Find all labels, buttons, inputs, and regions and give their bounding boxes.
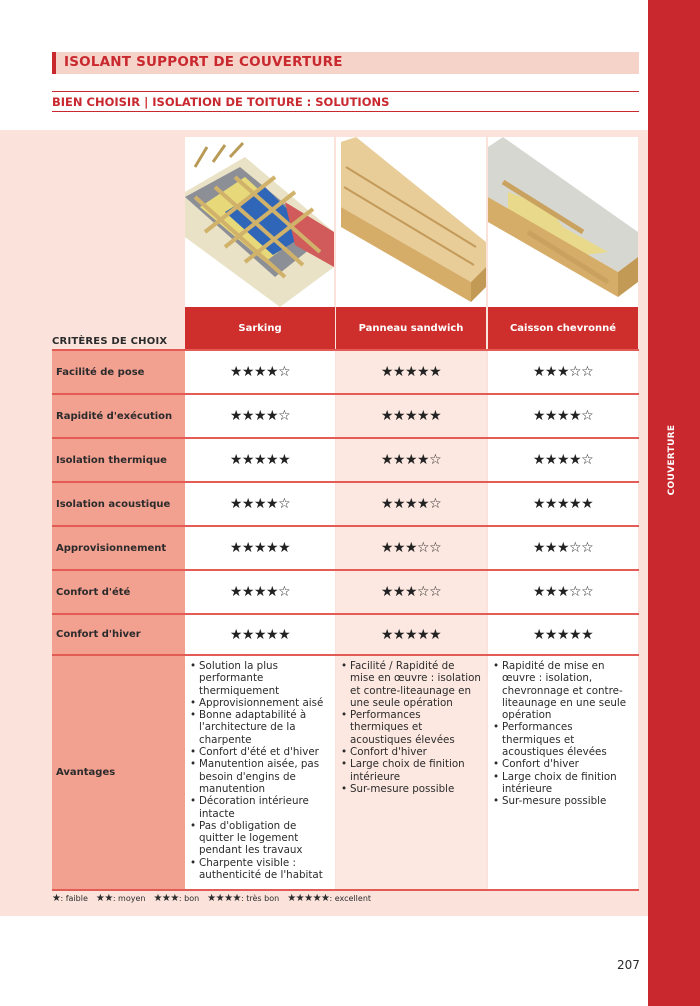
list-item: • Confort d'hiver — [493, 758, 634, 770]
list-item: • Large choix de finition intérieure — [493, 771, 634, 796]
row-label-rapidite-execution: Rapidité d'exécution — [52, 395, 185, 437]
rating-cell: ★★★★☆ — [185, 483, 335, 525]
rating-cell: ★★★★☆ — [185, 395, 335, 437]
advantages-list — [488, 656, 638, 808]
list-item: • Approvisionnement aisé — [190, 697, 331, 709]
list-item: • Solution la plus performante thermiquement — [190, 660, 331, 697]
rating-cell: ★★★★☆ — [488, 439, 638, 481]
row-label-approvisionnement: Approvisionnement — [52, 527, 185, 569]
panneau-sandwich-image — [336, 137, 486, 307]
list-item: • Performances thermiques et acoustiques élevées — [493, 721, 634, 758]
rating-cell: ★★★★★ — [185, 527, 335, 569]
advantages-cell-caisson-chevronne — [488, 656, 638, 889]
rating-cell: ★★★☆☆ — [488, 571, 638, 613]
list-item: • Confort d'été et d'hiver — [190, 746, 331, 758]
subtitle-rule-top — [52, 91, 639, 92]
row-label-isolation-acoustique: Isolation acoustique — [52, 483, 185, 525]
legend-item: ★★★★★: excellent — [287, 893, 372, 904]
list-item: • Bonne adaptabilité à l'architecture de la charpente — [190, 709, 331, 746]
rating-cell: ★★★★☆ — [336, 483, 486, 525]
list-item: • Rapidité de mise en œuvre : isolation, chevronnage et contre-liteaunage en une seule opération — [493, 660, 634, 721]
advantages-list — [185, 656, 335, 881]
legend-item: ★: faible — [52, 893, 88, 904]
rating-cell: ★★★★★ — [336, 615, 486, 654]
subtitle-rule-bottom — [52, 111, 639, 112]
rating-cell: ★★★☆☆ — [336, 571, 486, 613]
row-separator — [52, 889, 639, 891]
rating-cell: ★★★☆☆ — [488, 527, 638, 569]
list-item: • Performances thermiques et acoustiques élevées — [341, 709, 482, 746]
legend-item: ★★★: bon — [153, 893, 200, 904]
list-item: • Manutention aisée, pas besoin d'engins de manutention — [190, 758, 331, 795]
rating-legend — [52, 893, 371, 904]
rating-cell: ★★★★☆ — [336, 439, 486, 481]
column-header-caisson-chevronne: Caisson chevronné — [488, 307, 638, 349]
list-item: • Facilité / Rapidité de mise en œuvre : isolation et contre-liteaunage en une seule opération — [341, 660, 482, 709]
rating-cell: ★★★★★ — [336, 351, 486, 393]
list-item: • Pas d'obligation de quitter le logement pendant les travaux — [190, 820, 331, 857]
legend-item: ★★: moyen — [95, 893, 146, 904]
section-side-tab — [648, 0, 700, 1006]
rating-cell: ★★★★☆ — [185, 351, 335, 393]
page-number: 207 — [617, 958, 640, 972]
row-label-confort-ete: Confort d'été — [52, 571, 185, 613]
list-item: • Sur-mesure possible — [341, 783, 482, 795]
list-item: • Charpente visible : authenticité de l'habitat — [190, 857, 331, 882]
title-bar — [52, 52, 639, 74]
list-item: • Confort d'hiver — [341, 746, 482, 758]
list-item: • Décoration intérieure intacte — [190, 795, 331, 820]
row-label-isolation-thermique: Isolation thermique — [52, 439, 185, 481]
criteria-label: CRITÈRES DE CHOIX — [52, 336, 168, 347]
row-label-confort-hiver: Confort d'hiver — [52, 615, 185, 654]
list-item: • Large choix de finition intérieure — [341, 758, 482, 783]
column-header-sarking: Sarking — [185, 307, 335, 349]
rating-cell: ★★★★★ — [185, 439, 335, 481]
advantages-cell-sarking — [185, 656, 335, 889]
row-label-facilite-de-pose: Facilité de pose — [52, 351, 185, 393]
sarking-image — [185, 137, 334, 307]
rating-cell: ★★★☆☆ — [488, 351, 638, 393]
rating-cell: ★★★★☆ — [185, 571, 335, 613]
caisson-chevronne-image — [488, 137, 638, 307]
list-item: • Sur-mesure possible — [493, 795, 634, 807]
column-header-panneau-sandwich: Panneau sandwich — [336, 307, 486, 349]
advantages-cell-panneau-sandwich — [336, 656, 486, 889]
rating-cell: ★★★★☆ — [488, 395, 638, 437]
side-tab-label: COUVERTURE — [667, 424, 677, 496]
rating-cell: ★★★★★ — [488, 615, 638, 654]
page-title: ISOLANT SUPPORT DE COUVERTURE — [64, 54, 343, 70]
row-label-avantages: Avantages — [52, 656, 185, 889]
rating-cell: ★★★★★ — [488, 483, 638, 525]
page-subtitle: BIEN CHOISIR | ISOLATION DE TOITURE : SOLUTIONS — [52, 95, 390, 109]
legend-item: ★★★★: très bon — [207, 893, 280, 904]
advantages-list — [336, 656, 486, 795]
rating-cell: ★★★★★ — [336, 395, 486, 437]
rating-cell: ★★★☆☆ — [336, 527, 486, 569]
rating-cell: ★★★★★ — [185, 615, 335, 654]
